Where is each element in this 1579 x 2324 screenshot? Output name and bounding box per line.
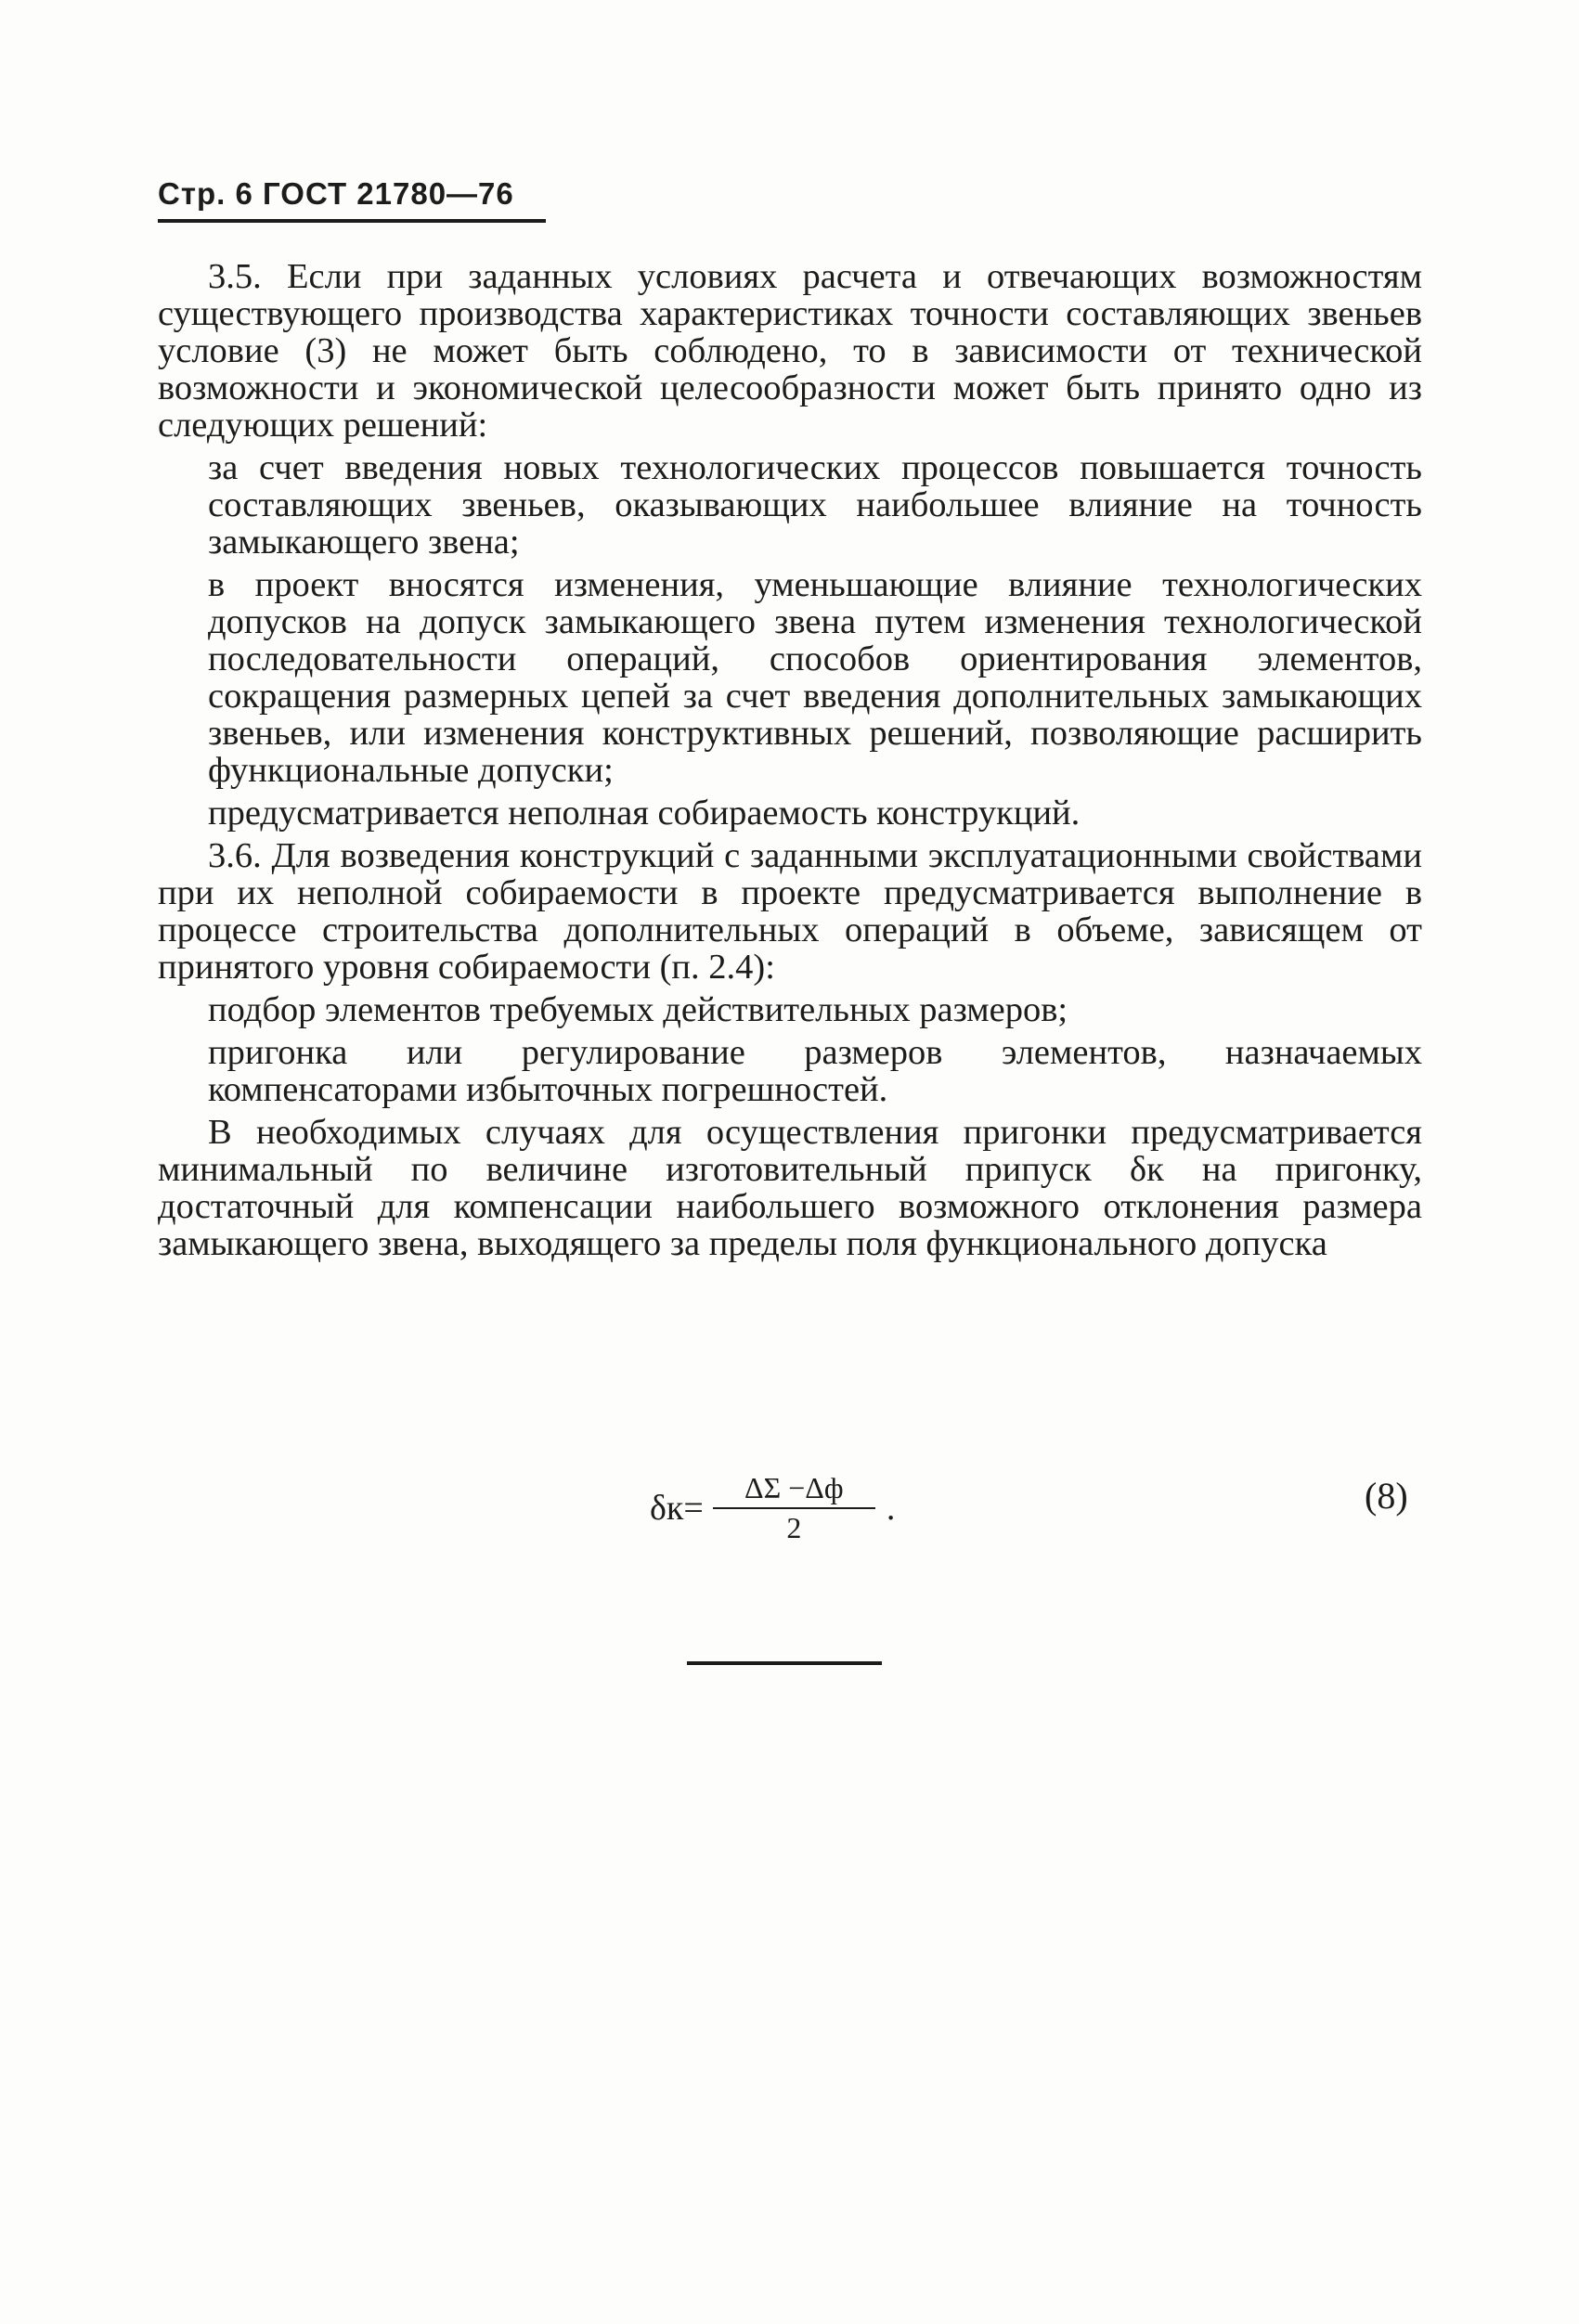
list-item: пригонка или регулирование размеров элементов, назначаемых компенсаторами избыточных погрешностей. — [208, 1033, 1422, 1109]
list-item: предусматривается неполная собираемость конструкций. — [208, 794, 1081, 833]
paragraph-3-5: 3.5. Если при заданных условиях расчета и отвечающих возможностям существующего производства характеристиках точности составляющих звеньев условие (3) не может быть соблюдено, то в зависимости от технической возможности и экономической целесообразности может быть принято одно из следующих решений: — [158, 257, 1422, 445]
paragraph-3-6: 3.6. Для возведения конструкций с заданными эксплуатационными свойствами при их неполной собираемости в проекте предусматривается выполнение в процессе строительства дополнительных операций в объеме, зависящем от принятого уровня собираемости (п. 2.4): — [158, 836, 1422, 987]
document-body — [158, 258, 1422, 1268]
header-rule — [158, 219, 546, 223]
list-item: подбор элементов требуемых действительных размеров; — [208, 990, 1068, 1029]
formula-fraction — [713, 1471, 875, 1545]
end-rule — [687, 1661, 882, 1665]
formula-denominator: 2 — [786, 1511, 802, 1544]
list-item: за счет введения новых технологических процессов повышается точность составляющих звеньев, оказывающих наибольшее влияние на точность замыкающего звена; — [208, 448, 1422, 562]
formula-lhs: δк= — [650, 1489, 704, 1528]
list-item: в проект вносятся изменения, уменьшающие влияние технологических допусков на допуск замыкающего звена путем изменения технологической последовательности операций, способов ориентирования элементов, сокращения размерных цепей за счет введения дополнительных замыкающих звеньев, или изменения конструктивных решений, позволяющие расширить функциональные допуски; — [208, 565, 1422, 790]
paragraph-allowance: В необходимых случаях для осуществления пригонки предусматривается минимальный по величине изготовительный припуск δк на пригонку, достаточный для компенсации наибольшего возможного отклонения размера замыкающего звена, выходящего за пределы поля функционального допуска — [158, 1113, 1422, 1263]
equation-number: (8) — [1365, 1475, 1408, 1517]
page-header: Стр. 6 ГОСТ 21780—76 — [158, 176, 514, 211]
formula-8 — [650, 1471, 895, 1545]
formula-numerator: ΔΣ −Δф — [744, 1471, 844, 1504]
formula-period: . — [886, 1489, 896, 1528]
